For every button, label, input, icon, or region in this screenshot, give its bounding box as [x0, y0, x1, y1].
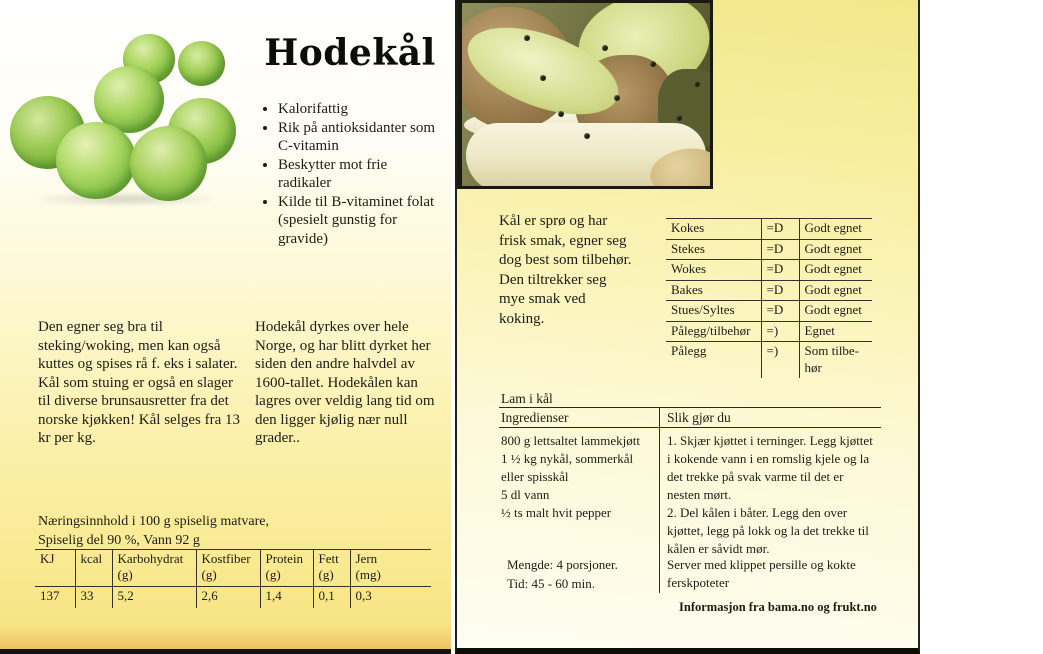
- suitability-row: [666, 260, 872, 281]
- instruction-step: 2. Del kålen i båter. Legg den over kjøttet, legg på lokk og la det trekke til kålen er såvidt mør.: [667, 505, 869, 556]
- nutrition-value-cell: 0,1: [313, 587, 350, 609]
- cooking-method: Pålegg/tilbehør: [666, 321, 761, 342]
- rating-emoticon: =D: [761, 219, 799, 240]
- cabbage-photo: [8, 6, 240, 206]
- nutrition-caption-line1: Næringsinnhold i 100 g spiselig matvare,: [38, 514, 269, 529]
- nutrition-value-cell: 137: [35, 587, 75, 609]
- cooking-method: Stekes: [666, 239, 761, 260]
- cooking-method: Pålegg: [666, 342, 761, 379]
- cooking-method: Kokes: [666, 219, 761, 240]
- nutrition-header-cell: Protein (g): [260, 550, 313, 587]
- rating-emoticon: =D: [761, 280, 799, 301]
- peppercorn: [540, 75, 546, 81]
- benefit-item: • Kilde til B-vitaminet folat (spesielt gunstig for gravide): [278, 193, 436, 249]
- peppercorn: [650, 61, 656, 67]
- peppercorn: [584, 133, 590, 139]
- cooking-method: Bakes: [666, 280, 761, 301]
- peppercorn: [524, 35, 530, 41]
- instruction-step: 1. Skjær kjøttet i terninger. Legg kjøttet i kokende vann i en romslig kjele og la det trekke på svak varme til det er nesten mørt.: [667, 433, 873, 502]
- nutrition-value-cell: 1,4: [260, 587, 313, 609]
- benefit-item: • Rik på antioksidanter som C-vitamin: [278, 119, 436, 156]
- cabbage-head: [130, 126, 207, 201]
- nutrition-header-cell: Fett (g): [313, 550, 350, 587]
- suitability-row: [666, 280, 872, 301]
- ingredient-line: 800 g lettsaltet lammekjøtt: [501, 433, 641, 448]
- nutrition-caption: [38, 512, 269, 550]
- rating-text: Godt egnet: [799, 219, 872, 240]
- paragraph-usage: Den egner seg bra til steking/woking, men kan også kuttes og spises rå f. eks i salater. Kål som stuing er også en slager til diverse brunsausretter fra det norske kjøkken! Kål selges fra 13 kr per kg.: [38, 319, 241, 446]
- nutrition-header-cell: Karbohydrat (g): [112, 550, 196, 587]
- suitability-row: [666, 321, 872, 342]
- rating-emoticon: =): [761, 321, 799, 342]
- nutrition-header-cell: kcal: [75, 550, 112, 587]
- rating-emoticon: =): [761, 342, 799, 379]
- portions-and-time: [507, 556, 657, 593]
- instructions-list: [667, 432, 879, 558]
- peppercorn: [614, 95, 620, 101]
- dish-photo: [457, 0, 713, 189]
- cabbage-head: [56, 122, 136, 199]
- benefit-item: • Beskytter mot frie radikaler: [278, 156, 436, 193]
- benefits-list: [256, 100, 436, 248]
- recipe-section: [499, 390, 881, 635]
- nutrition-value-cell: 33: [75, 587, 112, 609]
- ingredients-header: Ingredienser: [501, 410, 569, 425]
- rating-text: Egnet: [799, 321, 872, 342]
- nutrition-value-row: [35, 587, 431, 609]
- instructions-header: Slik gjør du: [667, 410, 731, 425]
- ingredient-line: ½ ts malt hvit pepper: [501, 505, 612, 520]
- nutrition-header-cell: Kostfiber (g): [196, 550, 260, 587]
- intro-paragraph: Kål er sprø og har frisk smak, egner seg dog best som tilbehør. Den tiltrekker seg mye smak ved koking.: [499, 213, 632, 327]
- peppercorn: [602, 45, 608, 51]
- nutrition-header-row: [35, 550, 431, 587]
- divider: [499, 407, 881, 408]
- right-page: [455, 0, 920, 654]
- rating-text: Godt egnet: [799, 280, 872, 301]
- suitability-table: [666, 218, 872, 378]
- portions-line: Mengde: 4 porsjoner.: [507, 557, 618, 572]
- ingredients-list: [501, 432, 653, 522]
- rating-text: Godt egnet: [799, 239, 872, 260]
- divider: [499, 427, 881, 428]
- nutrition-caption-line2: Spiselig del 90 %, Vann 92 g: [38, 533, 200, 548]
- peppercorn: [558, 111, 564, 117]
- cooking-method: Stues/Syltes: [666, 301, 761, 322]
- nutrition-table: [35, 549, 431, 608]
- time-line: Tid: 45 - 60 min.: [507, 575, 596, 591]
- nutrition-header-cell: Jern (mg): [350, 550, 431, 587]
- peppercorn: [676, 115, 682, 121]
- nutrition-value-cell: 2,6: [196, 587, 260, 609]
- suitability-row: [666, 219, 872, 240]
- left-page: [0, 0, 451, 654]
- rating-emoticon: =D: [761, 260, 799, 281]
- page-title: Hodekål: [264, 32, 436, 74]
- rating-text: Godt egnet: [799, 260, 872, 281]
- column-divider: [659, 407, 660, 593]
- ingredient-line: 5 dl vann: [501, 487, 550, 502]
- serving-suggestion: Server med klippet persille og kokte ferskpoteter: [667, 557, 856, 590]
- source-attribution: Informasjon fra bama.no og frukt.no: [679, 600, 877, 614]
- benefit-item: • Kalorifattig: [278, 100, 436, 119]
- suitability-row: [666, 239, 872, 260]
- nutrition-value-cell: 0,3: [355, 588, 372, 603]
- cabbage-shadow: [30, 192, 220, 206]
- rating-text: Godt egnet: [799, 301, 872, 322]
- recipe-title: Lam i kål: [501, 391, 553, 406]
- rating-emoticon: =D: [761, 239, 799, 260]
- cabbage-head: [178, 41, 225, 86]
- nutrition-header-cell: KJ: [35, 550, 75, 587]
- rating-emoticon: =D: [761, 301, 799, 322]
- nutrition-value-cell: 5,2: [112, 587, 196, 609]
- rating-text: Som tilbe-hør: [799, 342, 872, 379]
- peppercorn: [694, 81, 700, 87]
- paragraph-history: Hodekål dyrkes over hele Norge, og har blitt dyrket her siden den andre halvdel av 1600-tallet. Hodekålen kan lagres over veldig lang tid om den ligger kjølig nær null grader..: [255, 319, 435, 446]
- suitability-row: [666, 342, 872, 379]
- cooking-method: Wokes: [666, 260, 761, 281]
- ingredient-line: 1 ½ kg nykål, sommerkål eller spisskål: [501, 451, 634, 484]
- suitability-row: [666, 301, 872, 322]
